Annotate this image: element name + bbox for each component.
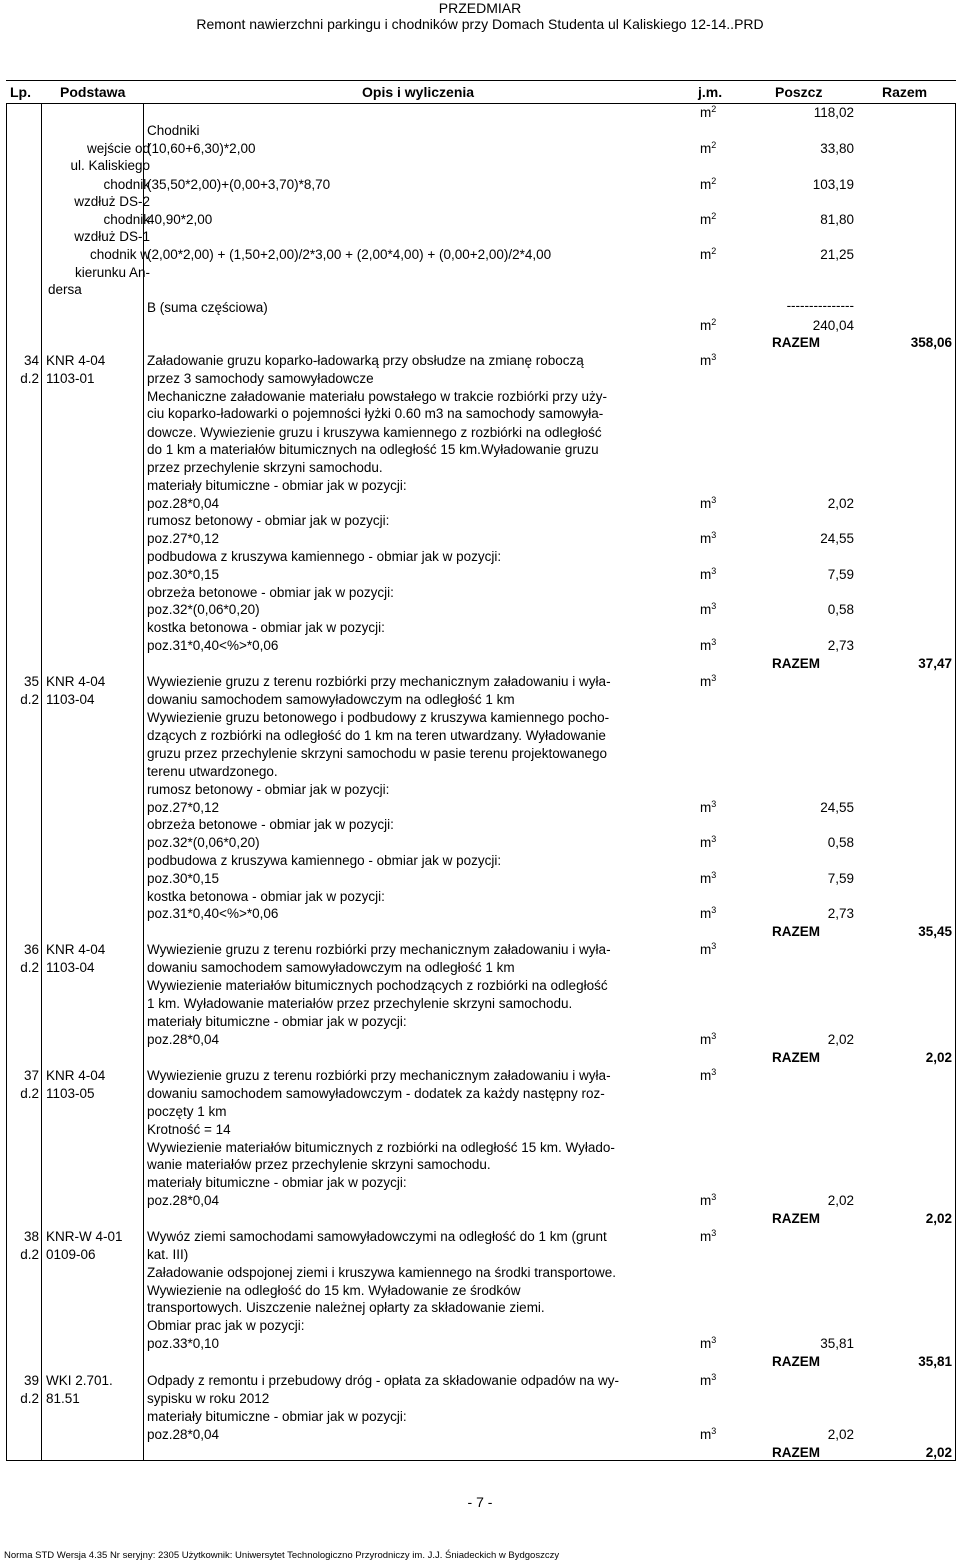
calc-formula: poz.28*0,04 — [147, 496, 220, 511]
description: Chodniki — [147, 123, 200, 138]
item-number: 39 — [23, 1373, 39, 1388]
item-number: 35 — [23, 674, 39, 689]
unit: $m^2$ — [700, 211, 717, 227]
calc-label: rumosz betonowy - obmiar jak w pozycji: — [147, 513, 390, 528]
calc-label: materiały bitumiczne - obmiar jak w pozycji: — [147, 1014, 407, 1029]
calc-label: materiały bitumiczne - obmiar jak w pozycji: — [147, 1409, 407, 1424]
razem-label: RAZEM — [772, 1445, 820, 1460]
unit: $m^3$ — [700, 941, 717, 957]
norm-code: KNR 4-04 — [46, 942, 106, 957]
description-line: wanie materiałów przez przechylenie skrzyni samochodu. — [147, 1157, 491, 1172]
calc-label: materiały bitumiczne - obmiar jak w pozycji: — [147, 478, 407, 493]
unit: $m^3$ — [700, 1372, 717, 1388]
location-line: wzdłuż DS-2 — [74, 194, 150, 209]
calc-formula: 40,90*2,00 — [147, 212, 213, 227]
calc-label: obrzeża betonowe - obmiar jak w pozycji: — [147, 817, 394, 832]
calc-formula: poz.27*0,12 — [147, 531, 220, 546]
item-number-sub: d.2 — [20, 692, 39, 707]
razem-label: RAZEM — [772, 1354, 820, 1369]
calc-label: rumosz betonowy - obmiar jak w pozycji: — [147, 782, 390, 797]
col-divider — [41, 104, 42, 1461]
calc-formula: poz.30*0,15 — [147, 567, 220, 582]
unit: $m^3$ — [700, 495, 717, 511]
razem-value: 37,47 — [918, 656, 952, 671]
calc-formula: poz.31*0,40<%>*0,06 — [147, 638, 279, 653]
value: 35,81 — [820, 1336, 854, 1351]
unit: $m^2$ — [700, 176, 717, 192]
unit: $m^2$ — [700, 246, 717, 262]
description-line: Wywóz ziemi samochodami samowyładowczymi na odległość do 1 km (grunt — [147, 1229, 607, 1244]
unit: $m^2$ — [700, 140, 717, 156]
calc-label: materiały bitumiczne - obmiar jak w pozycji: — [147, 1175, 407, 1190]
razem-label: RAZEM — [772, 924, 820, 939]
razem-label: RAZEM — [772, 656, 820, 671]
unit: $m^3$ — [700, 834, 717, 850]
location-line: chodnik w — [89, 247, 150, 262]
value: 24,55 — [820, 531, 854, 546]
description-line: Wywiezienie gruzu betonowego i podbudowy z kruszywa kamiennego pocho- — [147, 710, 610, 725]
description-line: Wywiezienie gruzu z terenu rozbiórki przy mechanicznym załadowaniu i wyła- — [147, 674, 611, 689]
item-number-sub: d.2 — [20, 371, 39, 386]
value: 2,02 — [827, 496, 854, 511]
norm-code-sub: 1103-05 — [46, 1086, 95, 1101]
description-line: dowaniu samochodem samowyładowczym na odległość 1 km — [147, 692, 515, 707]
unit: $m^3$ — [700, 673, 717, 689]
col-opis: Opis i wyliczenia — [362, 84, 475, 100]
document-subtitle: Remont nawierzchni parkingu i chodników przy Domach Studenta ul Kaliskiego 12-14..PRD — [196, 16, 764, 32]
value: 21,25 — [820, 247, 854, 262]
value: 2,73 — [827, 906, 854, 921]
unit: $m^3$ — [700, 1335, 717, 1351]
location-line: dersa — [48, 282, 82, 297]
calc-label: podbudowa z kruszywa kamiennego - obmiar jak w pozycji: — [147, 853, 502, 868]
location-line: chodnik — [103, 177, 150, 192]
location-line: wzdłuż DS-1 — [74, 229, 150, 244]
description-line: Mechaniczne załadowanie materiału powstałego w trakcie rozbiórki przy uży- — [147, 389, 607, 404]
unit: $m^3$ — [700, 1067, 717, 1083]
calc-formula: poz.32*(0,06*0,20) — [147, 835, 260, 850]
razem-value: 358,06 — [910, 335, 952, 350]
norm-code: WKI 2.701. — [46, 1373, 113, 1388]
calc-label: kostka betonowa - obmiar jak w pozycji: — [147, 889, 385, 904]
norm-code-sub: 1103-04 — [46, 960, 95, 975]
description-line: transportowych. Uiszczenie należnej opłarty za składowanie ziemi. — [147, 1300, 545, 1315]
razem-label: RAZEM — [772, 335, 820, 350]
subtotal-label: B (suma częściowa) — [147, 300, 268, 315]
calc-label: podbudowa z kruszywa kamiennego - obmiar jak w pozycji: — [147, 549, 502, 564]
norm-code-sub: 81.51 — [46, 1391, 80, 1406]
item-number: 37 — [23, 1068, 39, 1083]
norm-code: KNR 4-04 — [46, 353, 106, 368]
norm-code-sub: 1103-01 — [46, 371, 95, 386]
unit: $m^3$ — [700, 637, 717, 653]
item-number: 38 — [23, 1229, 39, 1244]
header-top-rule — [6, 80, 956, 81]
unit: $m^2$ — [700, 104, 717, 120]
value: 2,02 — [827, 1193, 854, 1208]
norm-code: KNR-W 4-01 — [46, 1229, 123, 1244]
unit: $m^2$ — [700, 317, 717, 333]
norm-code: KNR 4-04 — [46, 1068, 106, 1083]
description-line: przez 3 samochody samowyładowcze — [147, 371, 374, 386]
value: 103,19 — [812, 177, 854, 192]
description-line: Wywiezienie materiałów bitumicznych pochodzących z rozbiórki na odległość — [147, 978, 608, 993]
description-line: Wywiezienie materiałów bitumicznych z rozbiórki na odległość 15 km. Wyłado- — [147, 1140, 615, 1155]
description-line: do 1 km a materiałów bitumicznych na odległość 15 km.Wyładowanie gruzu — [147, 442, 599, 457]
norm-code-sub: 1103-04 — [46, 692, 95, 707]
description-line: ciu koparko-ładowarki o pojemności łyżki 0.60 m3 na samochody samowyła- — [147, 406, 604, 421]
calc-formula: (2,00*2,00) + (1,50+2,00)/2*3,00 + (2,00*4,00) + (0,00+2,00)/2*4,00 — [147, 247, 552, 262]
unit: $m^3$ — [700, 1031, 717, 1047]
col-divider — [143, 104, 144, 1461]
description-line: terenu utwardzonego. — [147, 764, 278, 779]
unit: $m^3$ — [700, 352, 717, 368]
calc-formula: poz.28*0,04 — [147, 1193, 220, 1208]
value: 33,80 — [820, 141, 854, 156]
value: 2,02 — [827, 1427, 854, 1442]
item-number-sub: d.2 — [20, 1247, 39, 1262]
unit: $m^3$ — [700, 905, 717, 921]
value: 2,73 — [827, 638, 854, 653]
description-line: Wywiezienie gruzu z terenu rozbiórki przy mechanicznym załadowaniu i wyła- — [147, 942, 611, 957]
col-poszcz: Poszcz — [775, 84, 823, 100]
col-podstawa: Podstawa — [60, 84, 126, 100]
description-line: Załadowanie gruzu koparko-ładowarką przy obsłudze na zmianę roboczą — [147, 353, 584, 368]
razem-label: RAZEM — [772, 1050, 820, 1065]
razem-label: RAZEM — [772, 1211, 820, 1226]
page-number: - 7 - — [467, 1494, 493, 1510]
description-line: sypisku w roku 2012 — [147, 1391, 270, 1406]
description-line: poczęty 1 km — [147, 1104, 227, 1119]
value: 0,58 — [827, 602, 854, 617]
razem-value: 2,02 — [925, 1445, 952, 1460]
value: 7,59 — [827, 567, 854, 582]
calc-formula: poz.30*0,15 — [147, 871, 220, 886]
unit: $m^3$ — [700, 870, 717, 886]
description-line: dzących z rozbiórki na odległość do 1 km na teren utwardzany. Wyładowanie — [147, 728, 606, 743]
document-title: PRZEDMIAR — [438, 0, 522, 16]
description-line: dowcze. Wywiezienie gruzu i kruszywa kamiennego z rozbiórki na odległość — [147, 425, 602, 440]
subtotal-value: 240,04 — [812, 318, 854, 333]
subtotal-dashes: --------------- — [786, 298, 854, 313]
item-number-sub: d.2 — [20, 960, 39, 975]
unit: $m^3$ — [700, 799, 717, 815]
calc-formula: poz.28*0,04 — [147, 1427, 220, 1442]
col-razem: Razem — [882, 84, 928, 100]
software-footer: Norma STD Wersja 4.35 Nr seryjny: 2305 Użytkownik: Uniwersytet Technologiczno Przyrodniczy im. J.J. Śniadeckich w Bydgoszczy — [4, 1550, 560, 1561]
value: 118,02 — [813, 105, 854, 120]
unit: $m^3$ — [700, 530, 717, 546]
description-line: Wywiezienie na odległość do 15 km. Wyładowanie ze środków — [147, 1283, 521, 1298]
calc-formula: poz.27*0,12 — [147, 800, 220, 815]
unit: $m^3$ — [700, 601, 717, 617]
location-line: wejście od — [86, 141, 150, 156]
item-number: 34 — [23, 353, 39, 368]
col-jm: j.m. — [698, 84, 723, 100]
razem-value: 2,02 — [925, 1211, 952, 1226]
calc-formula: poz.33*0,10 — [147, 1336, 220, 1351]
calc-formula: poz.28*0,04 — [147, 1032, 220, 1047]
description-line: kat. III) — [147, 1247, 189, 1262]
razem-value: 35,81 — [918, 1354, 952, 1369]
value: 24,55 — [820, 800, 854, 815]
item-number: 36 — [23, 942, 39, 957]
description-line: gruzu przez przechylenie skrzyni samochodu w pasie terenu projektowanego — [147, 746, 607, 761]
description-line: dowaniu samochodem samowyładowczym - dodatek za każdy następny roz- — [147, 1086, 605, 1101]
description-line: Krotność = 14 — [147, 1122, 231, 1137]
calc-formula: (10,60+6,30)*2,00 — [147, 141, 256, 156]
calc-label: kostka betonowa - obmiar jak w pozycji: — [147, 620, 385, 635]
value: 2,02 — [827, 1032, 854, 1047]
value: 7,59 — [827, 871, 854, 886]
location-line: chodnik — [103, 212, 150, 227]
description-line: Odpady z remontu i przebudowy dróg - opłata za składowanie odpadów na wy- — [147, 1373, 620, 1388]
description-line: dowaniu samochodem samowyładowczym na odległość 1 km — [147, 960, 515, 975]
unit: $m^3$ — [700, 1228, 717, 1244]
location-line: ul. Kaliskiego — [70, 158, 150, 173]
item-number-sub: d.2 — [20, 1391, 39, 1406]
unit: $m^3$ — [700, 1192, 717, 1208]
description-line: przez przechylenie skrzyni samochodu. — [147, 460, 383, 475]
calc-label: obrzeża betonowe - obmiar jak w pozycji: — [147, 585, 394, 600]
calc-formula: poz.31*0,40<%>*0,06 — [147, 906, 279, 921]
razem-value: 35,45 — [918, 924, 952, 939]
description-line: Załadowanie odspojonej ziemi i kruszywa kamiennego na środki transportowe. — [147, 1265, 616, 1280]
value: 0,58 — [827, 835, 854, 850]
unit: $m^3$ — [700, 1426, 717, 1442]
col-lp: Lp. — [10, 84, 31, 100]
description-line: 1 km. Wyładowanie materiałów przez przechylenie skrzyni samochodu. — [147, 996, 573, 1011]
item-number-sub: d.2 — [20, 1086, 39, 1101]
calc-formula: (35,50*2,00)+(0,00+3,70)*8,70 — [147, 177, 331, 192]
razem-value: 2,02 — [925, 1050, 952, 1065]
calc-formula: poz.32*(0,06*0,20) — [147, 602, 260, 617]
value: 81,80 — [820, 212, 854, 227]
norm-code-sub: 0109-06 — [46, 1247, 96, 1262]
calc-label: Obmiar prac jak w pozycji: — [147, 1318, 305, 1333]
description-line: Wywiezienie gruzu z terenu rozbiórki przy mechanicznym załadowaniu i wyła- — [147, 1068, 611, 1083]
unit: $m^3$ — [700, 566, 717, 582]
location-line: kierunku An- — [74, 265, 150, 280]
norm-code: KNR 4-04 — [46, 674, 106, 689]
